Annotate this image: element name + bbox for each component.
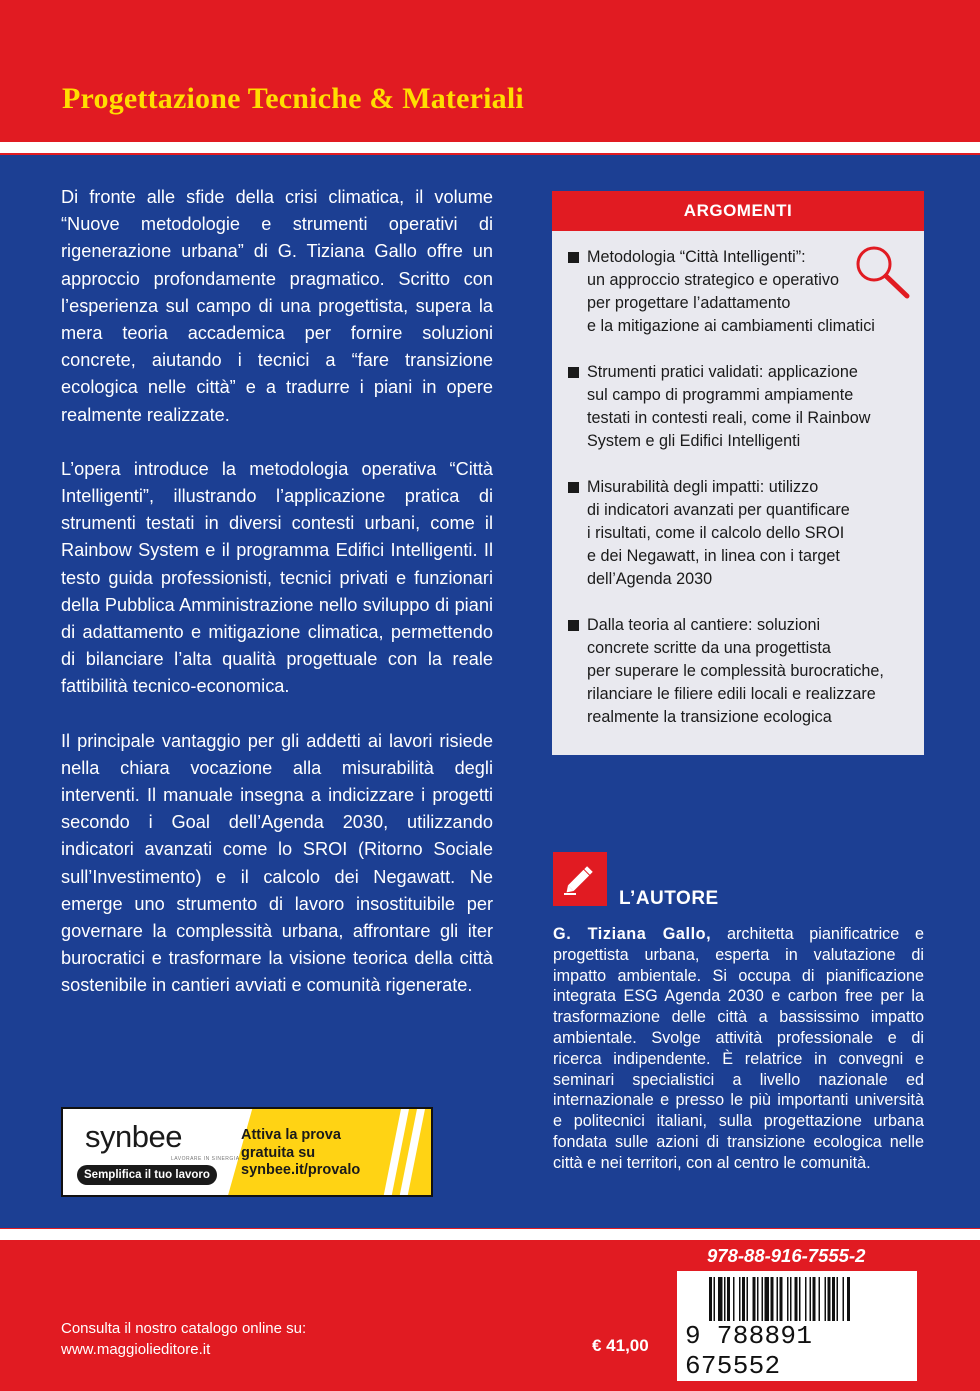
author-name: G. Tiziana Gallo, — [553, 925, 712, 943]
description — [61, 184, 493, 1027]
topics-header: ARGOMENTI — [552, 191, 924, 231]
catalog-text: Consulta il nostro catalogo online su: — [61, 1320, 307, 1337]
white-stripe-bottom — [0, 1229, 980, 1240]
bullet-square — [568, 482, 579, 493]
synbee-tagline: Semplifica il tuo lavoro — [77, 1165, 217, 1185]
description-paragraph: Di fronte alle sfide della crisi climatica, il volume “Nuove metodologie e strumenti operativi di rigenerazione urbana” di G. Tiziana Gallo offre un approccio profondamente pragmatico. Scritto con l’esperienza sul campo di una progettista, supera la mera teoria accademica per fornire soluzioni concrete, aiutando i tecnici a “fare transizione ecologica nelle città” e a tradurre i piani in opere realmente realizzate. — [61, 187, 493, 425]
catalog-url[interactable]: www.maggiolieditore.it — [61, 1341, 211, 1358]
header-band — [0, 0, 980, 142]
author-title: L’AUTORE — [619, 888, 719, 909]
pencil-icon — [560, 859, 600, 899]
description-paragraph: L’opera introduce la metodologia operativa “Città Intelligenti”, illustrando l’applicazione pratica di strumenti testati in diversi contesti urbani, come il Rainbow System e il programma Edifici Intelligenti. Il testo guida professionisti, tecnici privati e funzionari della Pubblica Amministrazione nello sviluppo di piani di adattamento e mitigazione climatica, permettendo di bilanciare l’alta qualità progettuale con la reale fattibilità tecnico-economica. — [61, 458, 493, 697]
topic-text: Misurabilità degli impatti: utilizzo di indicatori avanzati per quantificare i risultati, come il calcolo dello SROI e dei Negawatt, in linea con i target dell’Agenda 2030 — [587, 478, 850, 588]
bullet-square — [568, 620, 579, 631]
description-paragraph: Il principale vantaggio per gli addetti ai lavori risiede nella chiara vocazione alla misurabilità degli interventi. Il manuale insegna a indicizzare i progetti secondo i Goal dell’Agenda 2030, utilizzando indicatori avanzati come lo SROI (Ritorno Sociale sull’Investimento) e il calcolo dei Negawatt. Ne emerge uno strumento di lavoro insostituibile per governare la complessità urbana, affrontare gli iter burocratici e trasformare la visione teorica della città sostenibile in cantieri avviati e comunità rigenerate. — [61, 730, 493, 996]
topic-text: Strumenti pratici validati: applicazione sul campo di programmi ampiamente testati in contesti reali, come il Rainbow System e gli Edifici Intelligenti — [587, 363, 871, 450]
ad-stripes-decoration — [383, 1109, 433, 1197]
author-badge — [553, 852, 607, 906]
catalog-info — [61, 1318, 306, 1360]
topic-item — [568, 361, 908, 453]
isbn: 978-88-916-7555-2 — [707, 1245, 866, 1266]
synbee-ad[interactable] — [61, 1107, 433, 1197]
price: € 41,00 — [592, 1336, 649, 1355]
synbee-logo: synbee — [85, 1119, 182, 1154]
topics-list — [552, 231, 924, 729]
topic-text: Dalla teoria al cantiere: soluzioni concrete scritte da una progettista per superare le complessità burocratiche, rilanciare le filiere edili locali e realizzare realmente la transizione ecologica — [587, 616, 884, 726]
bullet-square — [568, 252, 579, 263]
author-bio-text: architetta pianificatrice e progettista urbana, esperta in valutazione di impatto ambientale. Si occupa di pianificazione integrata ESG Agenda 2030 e carbon free per la trasformazione delle città a bassissimo impatto ambientale. Svolge attività professionale e di ricerca indipendente. È relatrice in convegni e seminari specialistici a livello nazionale ed internazionale e presso le più importanti università e politecnici italiani, sulla progettazione urbana fondata sulle azioni di transizione ecologica nelle città e nei territori, con al centro le comunità. — [553, 925, 924, 1172]
topic-text: Metodologia “Città Intelligenti”: un approccio strategico e operativo per progettare l’adattamento e la mitigazione ai cambiamenti climatici — [587, 248, 875, 335]
topic-item — [568, 476, 908, 591]
topic-item — [568, 614, 908, 729]
synbee-logo-subtitle: LAVORARE IN SINERGIA — [171, 1156, 240, 1162]
white-stripe-top — [0, 142, 980, 153]
ad-cta-text[interactable]: Attiva la prova gratuita su synbee.it/provalo — [241, 1127, 361, 1178]
barcode-digits: 9 788891 675552 — [683, 1321, 917, 1381]
author-bio — [553, 924, 924, 1174]
series-title: Progettazione Tecniche & Materiali — [62, 82, 524, 115]
magnifier-icon — [852, 243, 912, 301]
barcode — [677, 1271, 917, 1381]
bullet-square — [568, 367, 579, 378]
